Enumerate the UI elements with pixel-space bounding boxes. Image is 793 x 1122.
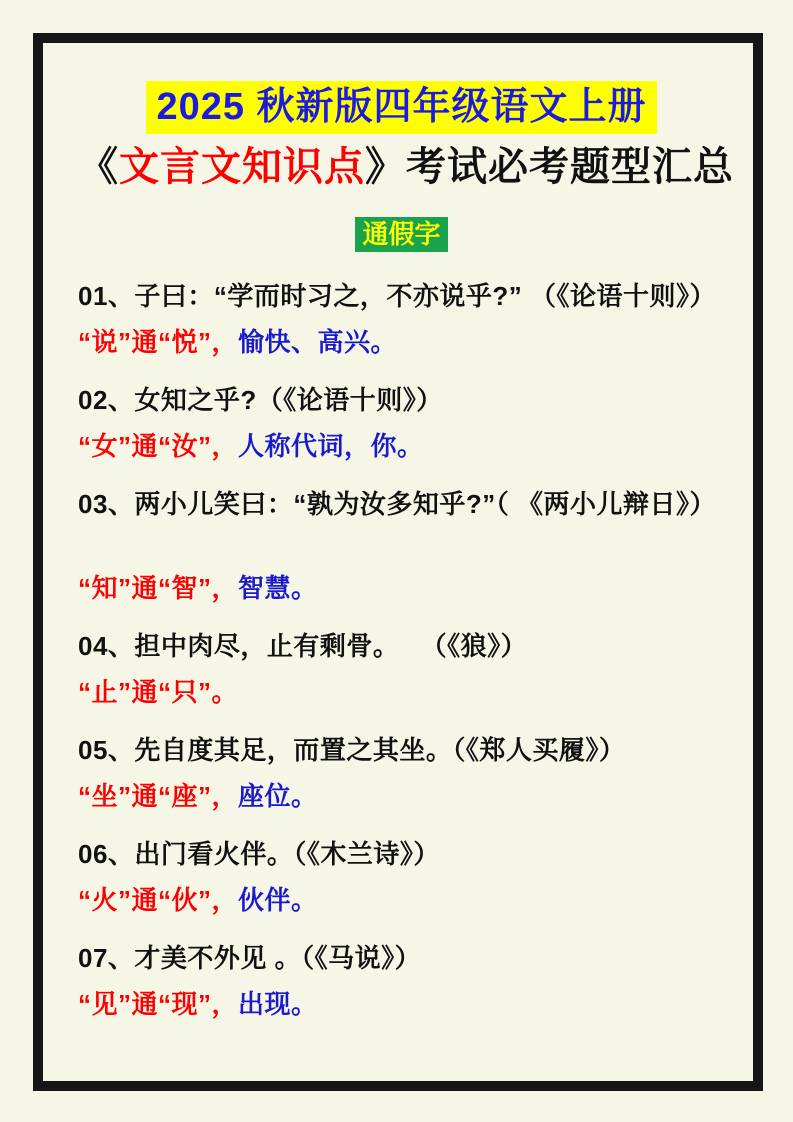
answer-red-text: “说”通“悦”，	[78, 327, 239, 357]
section-badge: 通假字	[355, 217, 447, 252]
page-title: 2025 秋新版四年级语文上册	[146, 81, 656, 134]
answer-blue-text: 人称代词，你。	[238, 431, 424, 461]
list-item	[78, 841, 725, 913]
question-line	[78, 491, 725, 517]
question-text: 05、先自度其足，而置之其坐。（《郑人买履》）	[78, 735, 626, 765]
answer-line	[78, 783, 725, 809]
list-item	[78, 491, 725, 601]
answer-line	[78, 887, 725, 913]
answer-line	[78, 433, 725, 459]
answer-blue-text: 愉快、高兴。	[238, 327, 398, 357]
subtitle-highlight: 文言文知识点	[119, 145, 365, 189]
question-line	[78, 945, 725, 971]
answer-line	[78, 329, 725, 355]
question-text: 02、女知之乎?（《论语十则》）	[78, 385, 443, 415]
answer-red-text: “坐”通“座”，	[78, 781, 239, 811]
worksheet-content	[43, 81, 753, 1017]
answer-blue-text: 智慧。	[238, 573, 318, 603]
answer-blue-text: 出现。	[238, 989, 318, 1019]
question-line	[78, 283, 725, 309]
question-line	[78, 841, 725, 867]
list-item	[78, 633, 725, 705]
answer-blue-text: 伙伴。	[238, 885, 318, 915]
list-item	[78, 945, 725, 1017]
question-text: 03、两小儿笑曰：“孰为汝多知乎?”（ 《两小儿辩日》）	[78, 489, 717, 519]
page-subtitle	[78, 143, 734, 191]
question-text: 04、担中肉尽，止有剩骨。 （《狼》）	[78, 631, 528, 661]
question-text: 06、出门看火伴。（《木兰诗》）	[78, 839, 440, 869]
question-line	[78, 737, 725, 763]
question-line	[78, 387, 725, 413]
question-text: 01、子曰：“学而时习之，不亦说乎?” （《论语十则》）	[78, 281, 717, 311]
worksheet-frame	[33, 33, 763, 1091]
list-item	[78, 737, 725, 809]
answer-line	[78, 575, 725, 601]
answer-red-text: “见”通“现”，	[78, 989, 239, 1019]
list-item	[78, 283, 725, 355]
items-list	[78, 283, 725, 1017]
title-row	[78, 81, 725, 134]
badge-row	[78, 217, 725, 252]
subtitle-rest: 》考试必考题型汇总	[365, 145, 734, 189]
answer-blue-text: 座位。	[238, 781, 318, 811]
answer-red-text: “知”通“智”，	[78, 573, 239, 603]
subtitle-bracket-open: 《	[78, 145, 119, 189]
question-text: 07、才美不外见 。（《马说》）	[78, 943, 422, 973]
list-item	[78, 387, 725, 459]
answer-red-text: “止”通“只”。	[78, 677, 239, 707]
question-line	[78, 633, 725, 659]
answer-red-text: “女”通“汝”，	[78, 431, 239, 461]
answer-line	[78, 991, 725, 1017]
answer-line	[78, 679, 725, 705]
answer-red-text: “火”通“伙”，	[78, 885, 239, 915]
